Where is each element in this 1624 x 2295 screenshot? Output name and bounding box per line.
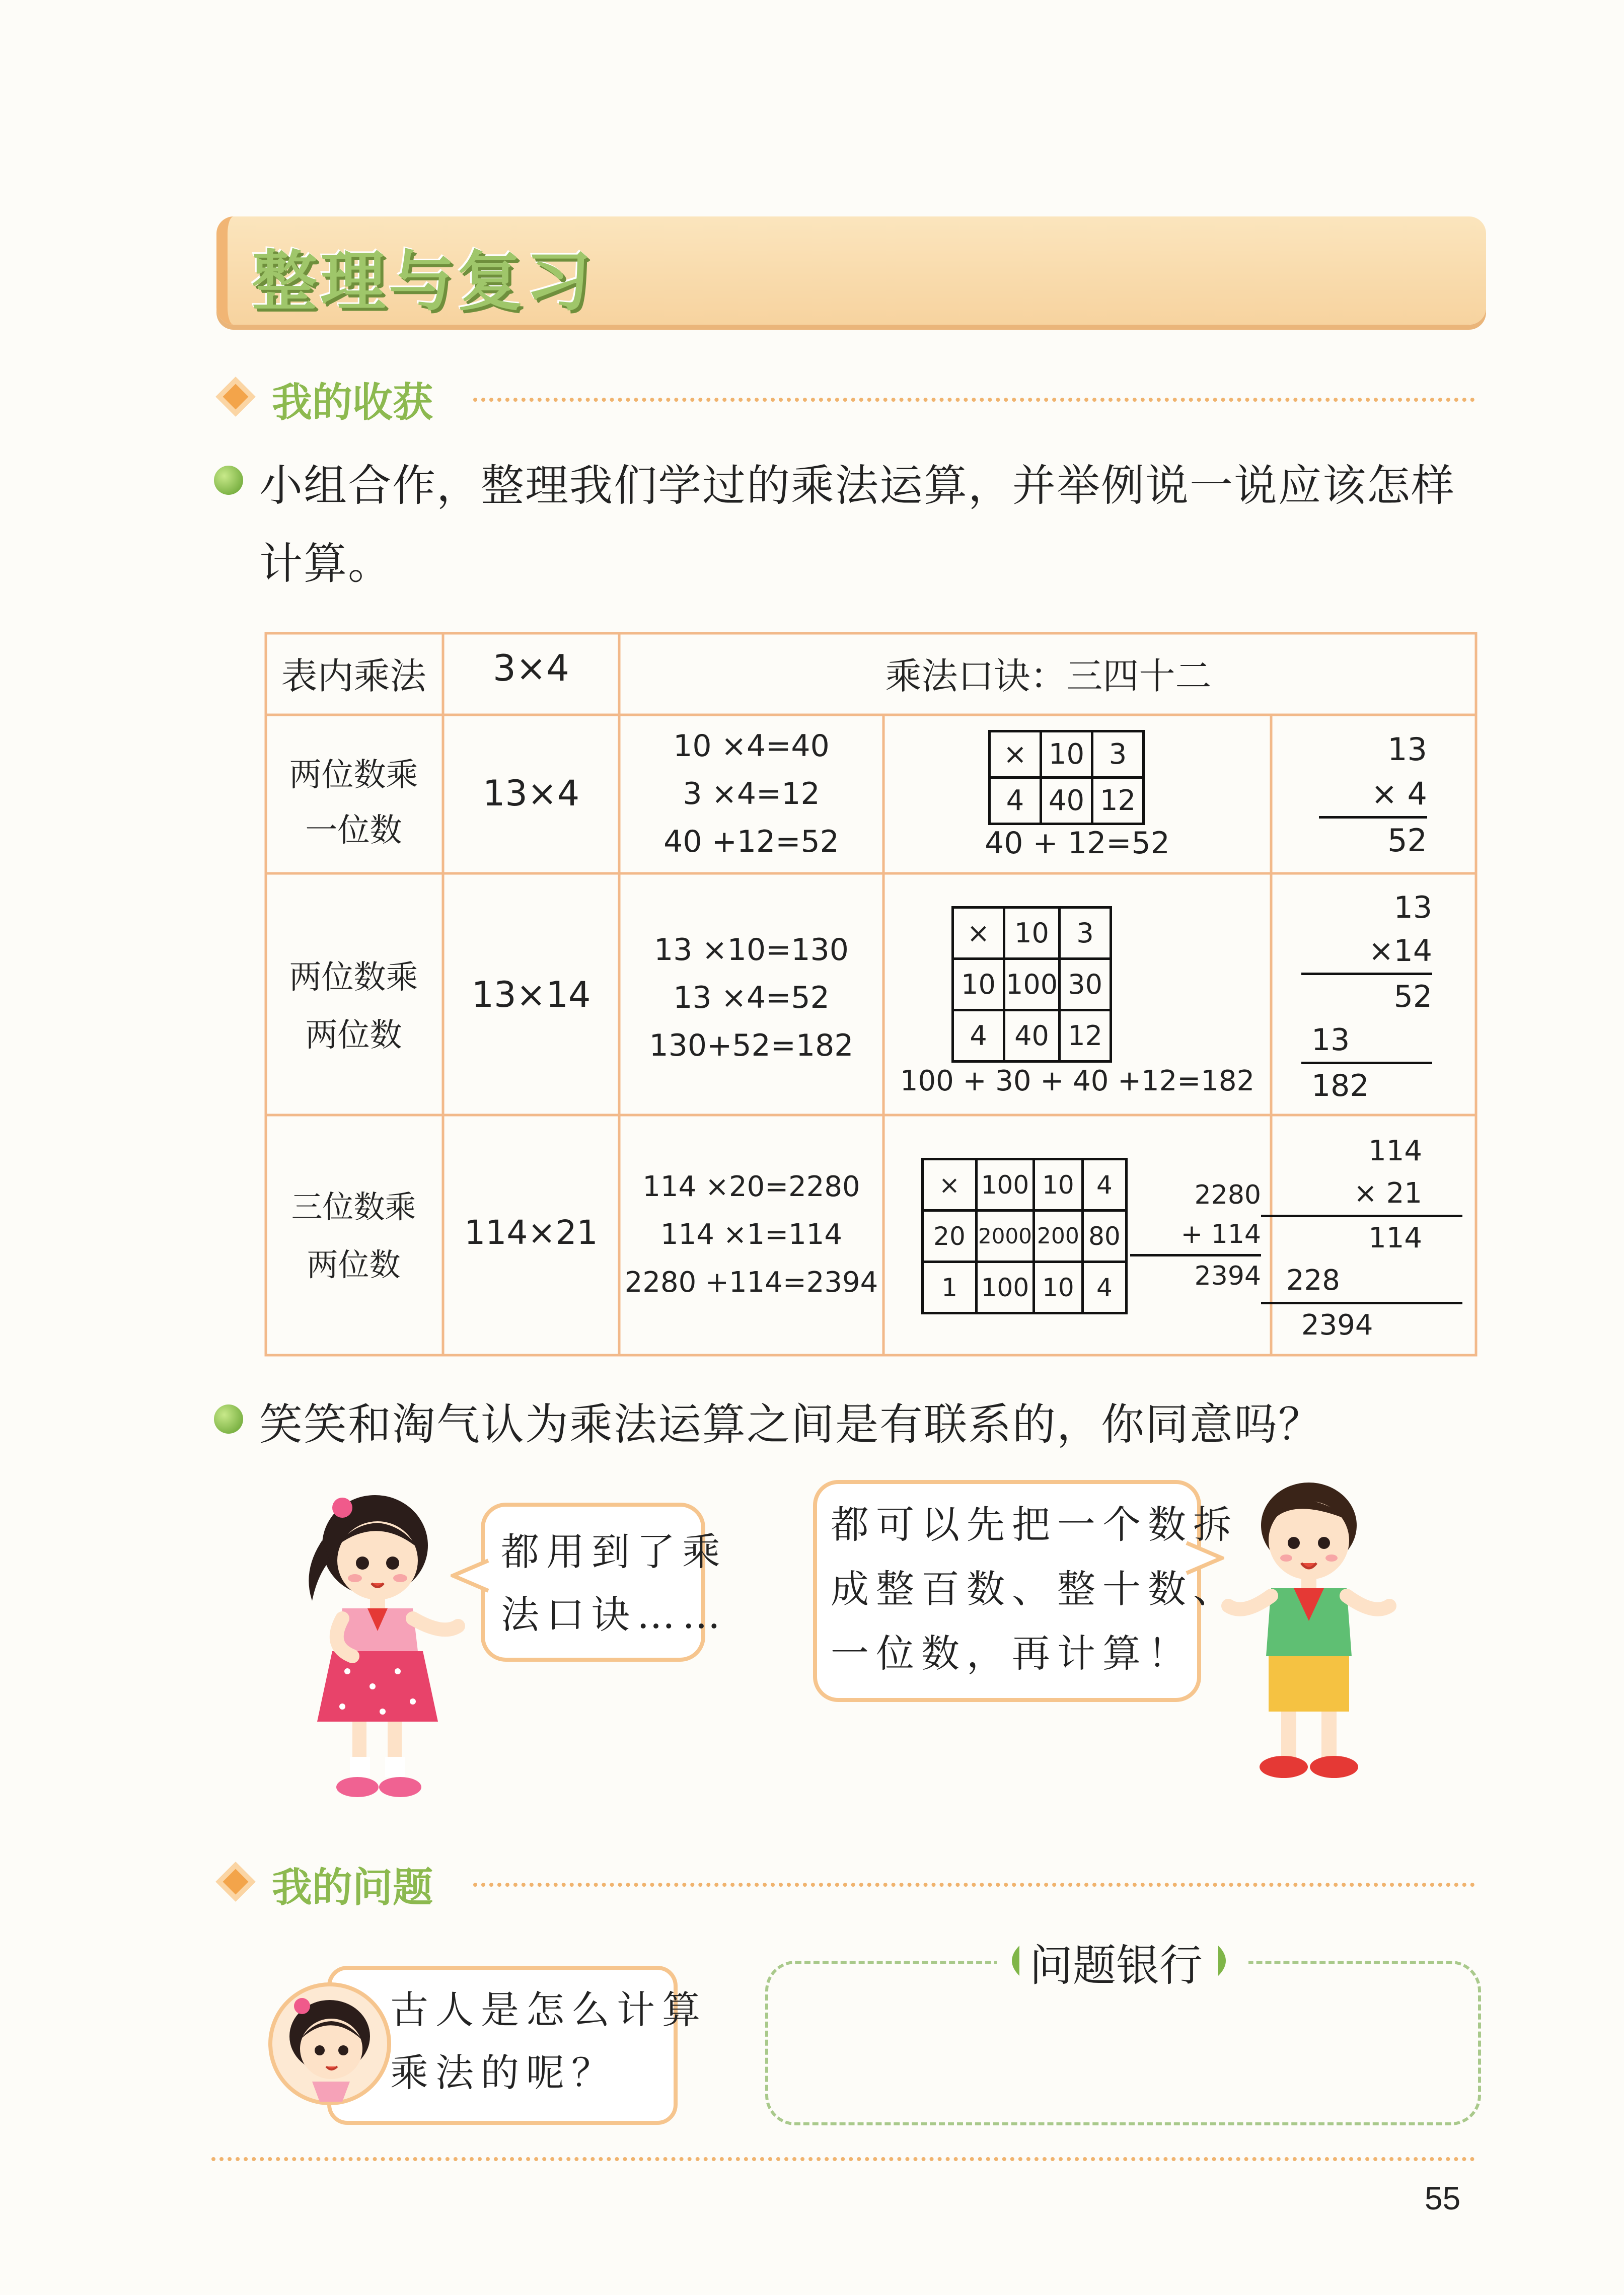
- header-example: 3×4: [493, 647, 569, 689]
- vertical-line: 228: [1261, 1260, 1462, 1304]
- row3-grid-cell: 100: [977, 1159, 1034, 1211]
- row1-grid-cell: 40: [1041, 778, 1092, 824]
- section-title-gains: 我的收获: [272, 379, 433, 426]
- footer-dotted-divider: [211, 2157, 1475, 2161]
- row3-steps: [619, 1163, 883, 1306]
- row2-grid-cell: 12: [1060, 1010, 1111, 1062]
- row3-grid-cell: ×: [923, 1159, 977, 1211]
- vertical-line: 52: [1387, 822, 1427, 859]
- section-title-questions: 我的问题: [272, 1864, 433, 1911]
- row3-grid-cell: 1: [923, 1262, 977, 1313]
- vertical-line: 2394: [1301, 1309, 1373, 1342]
- row1-type: [264, 748, 443, 858]
- addition-line: 2280: [1194, 1180, 1261, 1210]
- vertical-line: 114: [1368, 1222, 1422, 1254]
- row3-step-2: 114 ×1=114: [660, 1218, 843, 1251]
- row1-grid-cell: ×: [990, 731, 1041, 778]
- row3-grid: [921, 1158, 1128, 1314]
- row2-steps: [619, 926, 883, 1070]
- row1-grid-cell: 4: [990, 778, 1041, 824]
- row2-grid-cell: 10: [953, 959, 1004, 1010]
- dotted-divider: [473, 1883, 1475, 1887]
- vertical-line: 13: [1301, 1018, 1432, 1064]
- row3-vertical: [1271, 1130, 1478, 1347]
- task1-line1: 小组合作，整理我们学过的乘法运算，并举例说一说应该怎样: [259, 461, 1455, 511]
- dotted-divider: [473, 398, 1475, 402]
- boy-bubble-line2: 成整百数、整十数、: [831, 1567, 1238, 1611]
- row2-grid-sum: 100 + 30 + 40 +12=182: [900, 1065, 1255, 1097]
- bullet-icon: [214, 1404, 243, 1434]
- row2-grid: [951, 906, 1112, 1063]
- row2-grid-cell: 40: [1004, 1010, 1060, 1062]
- bubble-tail: [451, 1558, 491, 1593]
- question-bubble-line1: 古人是怎么计算: [390, 1987, 707, 2032]
- girl-bubble-line2: 法口诀……: [501, 1592, 727, 1637]
- bullet-icon: [214, 466, 243, 495]
- row2-grid-cell: 10: [1004, 908, 1060, 959]
- row2-grid-cell: ×: [953, 908, 1004, 959]
- row1-vertical: [1271, 727, 1478, 863]
- row3-type-line2: 两位数: [307, 1246, 401, 1283]
- boy-illustration: [1213, 1470, 1405, 1792]
- row3-grid-cell: 80: [1082, 1211, 1126, 1262]
- row3-grid-cell: 20: [923, 1211, 977, 1262]
- page-title: 整理与复习: [252, 243, 595, 320]
- boy-bubble-line3: 一位数，再计算！: [831, 1631, 1193, 1676]
- vertical-line: 182: [1311, 1068, 1369, 1103]
- row2-step-1: 13 ×10=130: [654, 932, 849, 968]
- girl-bubble-line1: 都用到了乘: [501, 1529, 727, 1574]
- vertical-line: × 4: [1319, 772, 1427, 819]
- row1-step-1: 10 ×4=40: [673, 728, 830, 764]
- row3-grid-cell: 10: [1034, 1159, 1082, 1211]
- row3-grid-cell: 200: [1034, 1211, 1082, 1262]
- row2-grid-cell: 30: [1060, 959, 1111, 1010]
- vertical-line: ×14: [1301, 929, 1432, 975]
- row1-type-line1: 两位数乘: [289, 757, 418, 794]
- row2-grid-cell: 100: [1004, 959, 1060, 1010]
- diamond-icon: [215, 377, 255, 416]
- header-type: 表内乘法: [281, 655, 426, 697]
- vertical-line: 52: [1393, 979, 1432, 1014]
- addition-line: 2394: [1194, 1261, 1261, 1291]
- boy-bubble-text: [831, 1493, 1238, 1686]
- row1-type-line2: 一位数: [305, 812, 402, 849]
- girl-illustration: [282, 1485, 473, 1807]
- row3-grid-cell: 2000: [977, 1211, 1034, 1262]
- girl-bubble-text: [501, 1520, 727, 1646]
- vertical-line: 13: [1393, 890, 1432, 925]
- row1-grid: [988, 730, 1145, 825]
- row3-step-3: 2280 +114=2394: [624, 1266, 878, 1299]
- question-bubble-line2: 乘法的呢？: [390, 2050, 617, 2095]
- row3-grid-cell: 100: [977, 1262, 1034, 1313]
- header-method: 乘法口诀：三四十二: [885, 655, 1212, 697]
- row2-grid-cell: 3: [1060, 908, 1111, 959]
- avatar: [267, 1981, 393, 2107]
- row3-type-line1: 三位数乘: [291, 1189, 416, 1225]
- addition-line: + 114: [1130, 1215, 1261, 1256]
- row1-example: 13×4: [482, 773, 580, 814]
- row1-steps: [619, 722, 883, 866]
- row2-grid-cell: 4: [953, 1010, 1004, 1062]
- row2-step-2: 13 ×4=52: [673, 980, 830, 1015]
- right-bracket-icon: [1216, 1943, 1236, 1978]
- row3-grid-cell: 10: [1034, 1262, 1082, 1313]
- row1-grid-cell: 10: [1041, 731, 1092, 778]
- vertical-line: × 21: [1261, 1172, 1462, 1217]
- row2-step-3: 130+52=182: [649, 1028, 854, 1063]
- diamond-icon: [215, 1862, 255, 1901]
- task1-line2: 计算。: [259, 539, 392, 589]
- row3-step-1: 114 ×20=2280: [642, 1170, 860, 1203]
- question-bubble-text: [390, 1978, 707, 2104]
- row3-grid-cell: 4: [1082, 1262, 1126, 1313]
- row2-type-line2: 两位数: [305, 1017, 402, 1054]
- page-number: 55: [1425, 2180, 1461, 2216]
- row3-grid-cell: 4: [1082, 1159, 1126, 1211]
- left-bracket-icon: [1002, 1943, 1022, 1978]
- task2-text: 笑笑和淘气认为乘法运算之间是有联系的，你同意吗？: [259, 1399, 1322, 1450]
- vertical-line: 13: [1387, 731, 1427, 768]
- row2-vertical: [1271, 886, 1478, 1107]
- question-bank-title: 问题银行: [1029, 1941, 1203, 1991]
- row1-grid-sum: 40 + 12=52: [985, 826, 1170, 861]
- row2-type: [264, 949, 443, 1065]
- row2-example: 13×14: [471, 974, 591, 1015]
- row1-grid-cell: 12: [1092, 778, 1144, 824]
- boy-bubble-line1: 都可以先把一个数拆: [831, 1502, 1238, 1547]
- row1-grid-cell: 3: [1092, 731, 1144, 778]
- row1-step-2: 3 ×4=12: [683, 776, 820, 811]
- vertical-line: 114: [1368, 1135, 1422, 1167]
- row3-example: 114×21: [464, 1213, 598, 1252]
- multiplication-table: [264, 632, 1478, 1357]
- row3-type: [264, 1178, 443, 1294]
- row2-type-line1: 两位数乘: [289, 959, 418, 996]
- row1-step-3: 40 +12=52: [663, 824, 839, 859]
- row3-grid-addition: [1130, 1175, 1261, 1296]
